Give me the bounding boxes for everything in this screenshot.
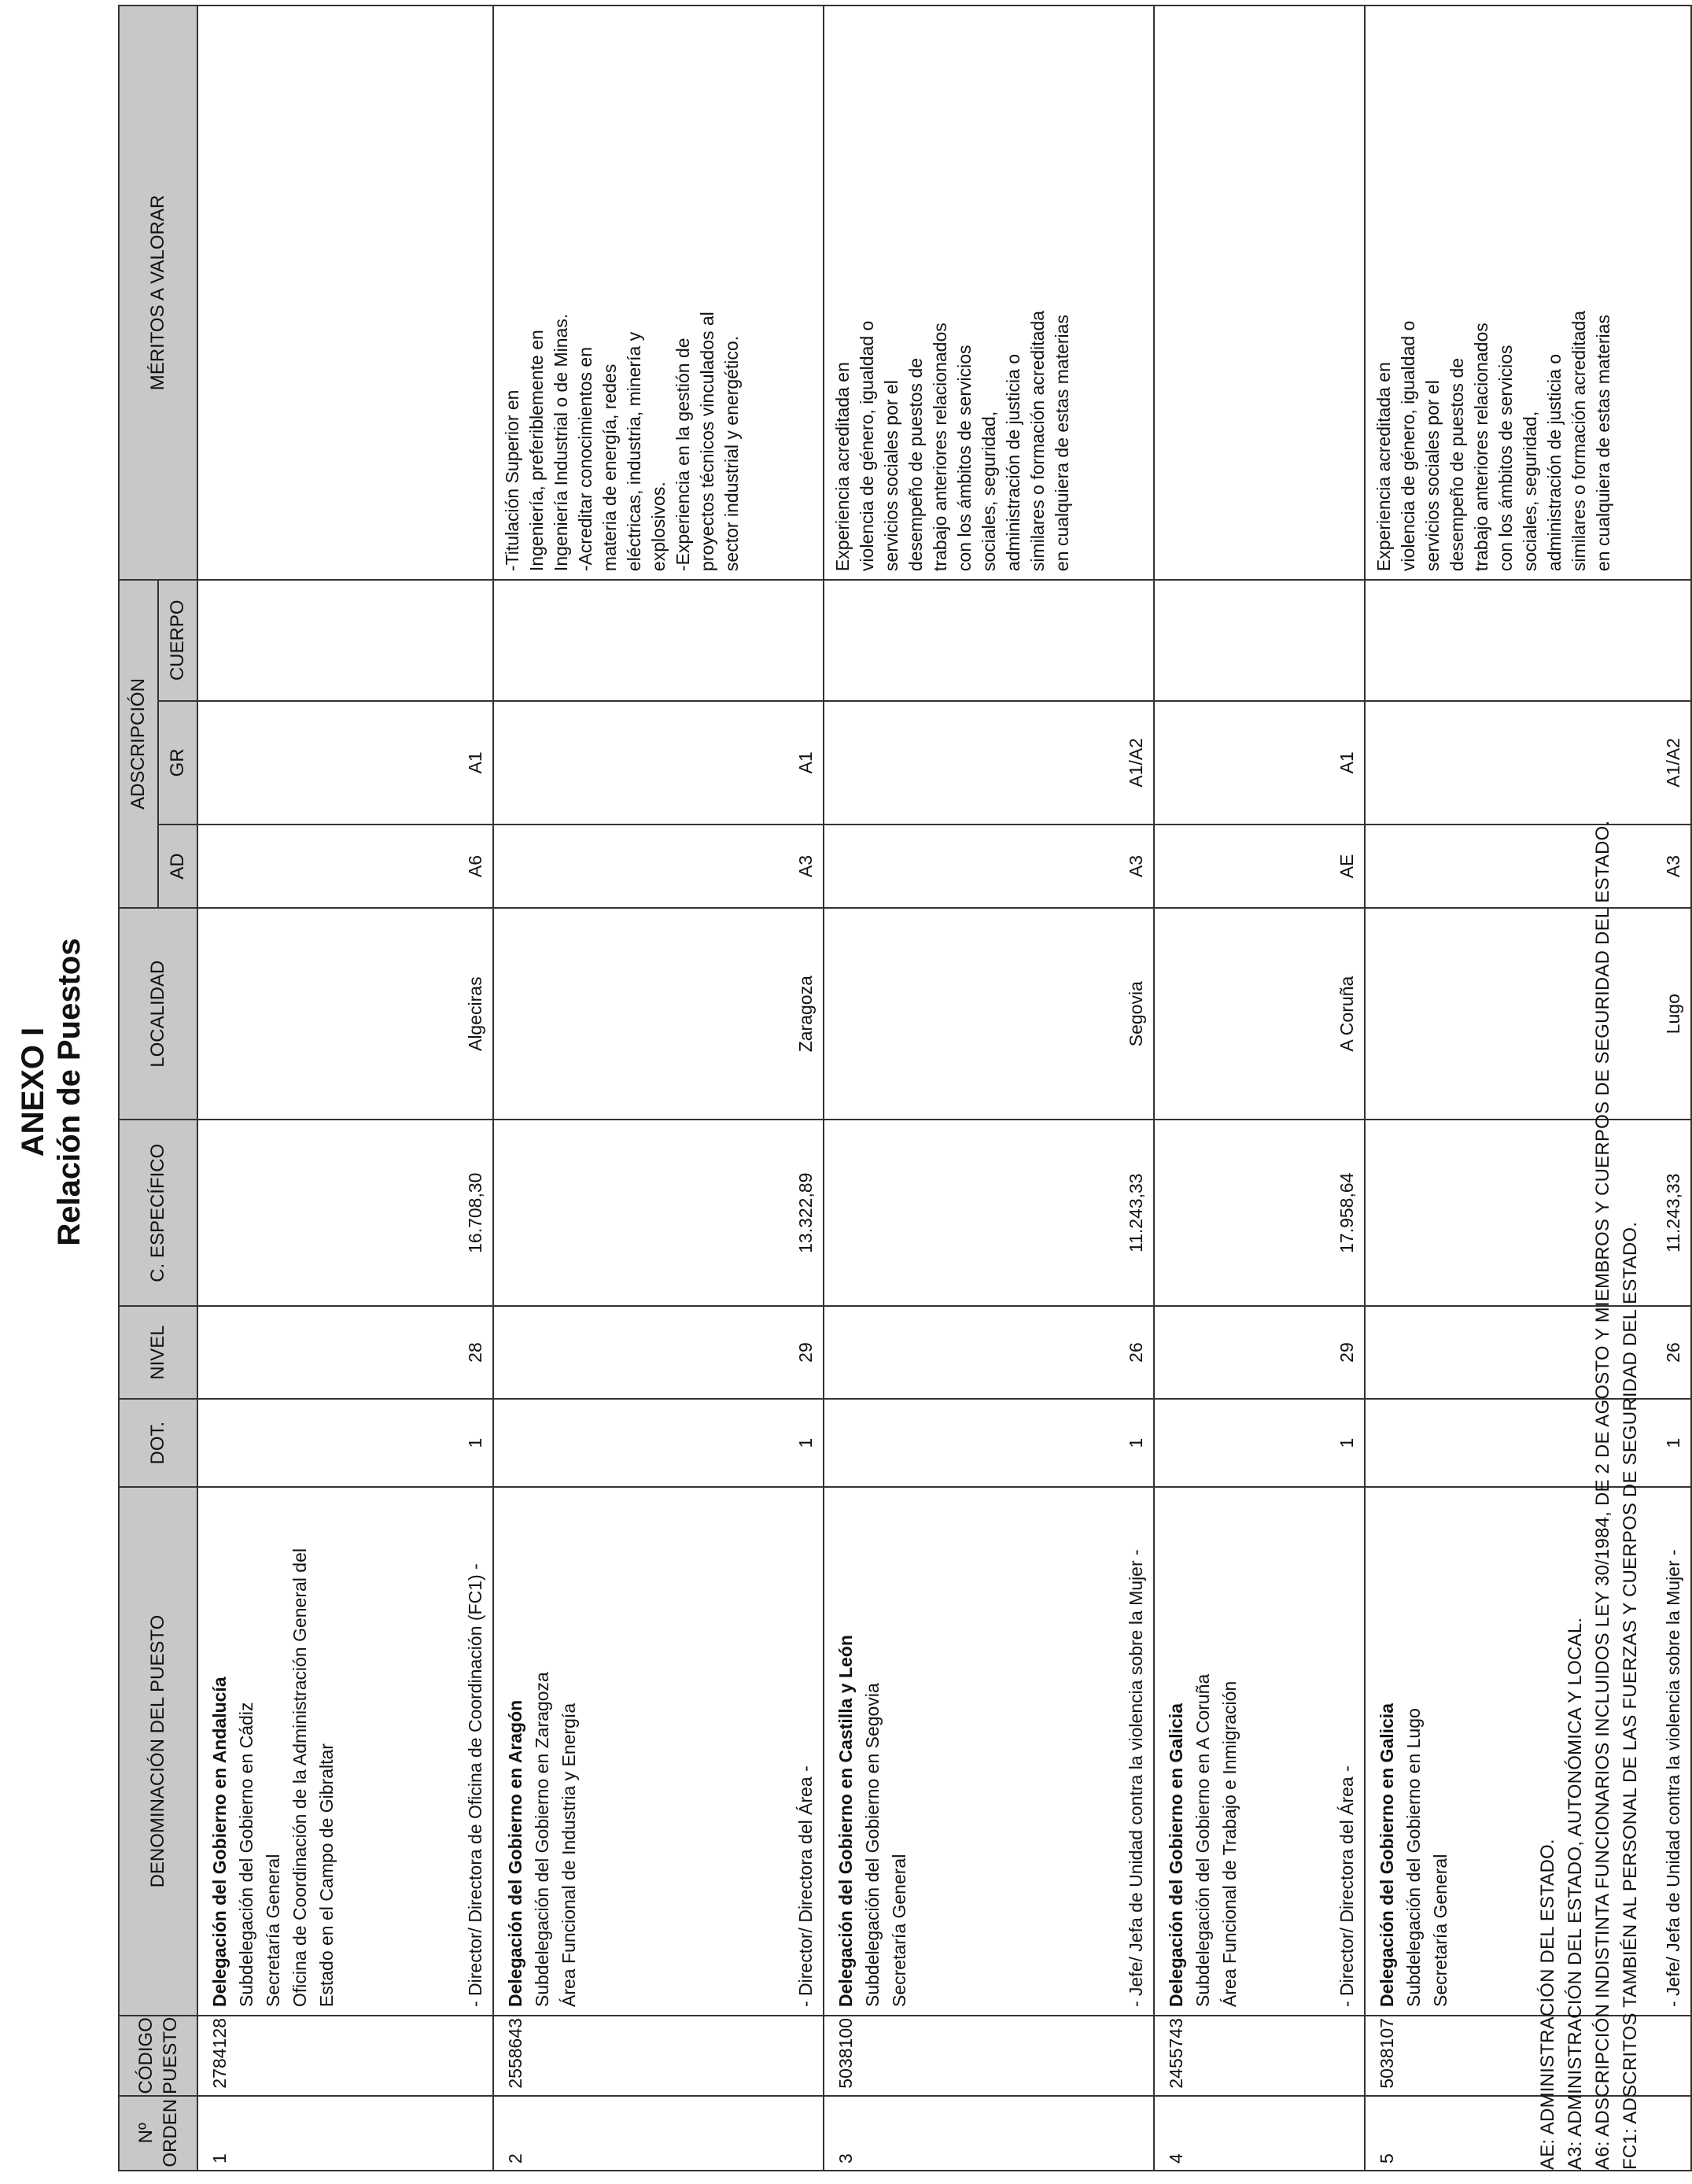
especifico-value: 17.958,64 [1336, 1172, 1357, 1253]
merit-line: sociales, seguridad, [979, 411, 999, 572]
organismo-label: Delegación del Gobierno en Andalucía [209, 1677, 230, 2007]
dot-cell [1154, 1399, 1365, 1487]
table-row [493, 6, 824, 2171]
especifico-cell [824, 1120, 1154, 1306]
orden-cell [1154, 2096, 1365, 2171]
nivel-cell [824, 1306, 1154, 1399]
cuerpo-cell [197, 580, 493, 700]
gr-cell [197, 701, 493, 825]
nivel-cell [493, 1306, 824, 1399]
gr-value: A1/A2 [1126, 738, 1146, 788]
merit-line: trabajo anteriores relacionados [1471, 323, 1491, 572]
merit-line: sector industrial y energético. [721, 335, 742, 572]
ad-cell [197, 825, 493, 908]
merit-line: -Titulación Superior en [502, 389, 522, 572]
especifico-value: 11.243,33 [1126, 1173, 1146, 1253]
puesto-label: - Director/ Directora del Área - [1336, 1765, 1357, 2007]
especifico-value: 13.322,89 [795, 1172, 816, 1253]
merit-line: administración de justicia o [1544, 353, 1565, 572]
merit-line: con los ámbitos de servicios [1495, 345, 1516, 572]
orden-value: 5 [1377, 2153, 1397, 2164]
table-row [1154, 6, 1365, 2171]
dot-value: 1 [1663, 1437, 1683, 1448]
localidad-value: A Coruña [1336, 976, 1357, 1052]
merit-line: en cualquiera de estas materias [1052, 315, 1072, 572]
orden-cell [824, 2096, 1154, 2171]
dot-cell [493, 1399, 824, 1487]
puesto-label: - Director/ Directora del Área - [795, 1765, 816, 2007]
especifico-value: 11.243,33 [1663, 1173, 1683, 1253]
orden-cell [197, 2096, 493, 2171]
footnotes [1534, 14, 1644, 2170]
unit-line: Oficina de Coordinación de la Administración General del [289, 1548, 310, 2007]
unit-line: Área Funcional de Industria y Energía [558, 1703, 579, 2007]
codigo-cell [197, 2016, 493, 2096]
localidad-value: Segovia [1126, 981, 1146, 1047]
orden-value: 2 [505, 2153, 525, 2164]
ad-cell [493, 825, 824, 908]
col-adscripcion: ADSCRIPCIÓN [119, 580, 158, 908]
nivel-value: 28 [465, 1342, 485, 1363]
footnote: FC1: ADSCRITOS TAMBIÉN AL PERSONAL DE LAS FUERZAS Y CUERPOS DE SEGURIDAD DEL ESTADO. [1620, 1221, 1641, 2170]
codigo-value: 2455743 [1166, 2018, 1186, 2089]
merit-line: Ingeniería Industrial o de Minas. [551, 313, 571, 572]
especifico-value: 16.708,30 [465, 1172, 485, 1253]
unit-line: Subdelegación del Gobierno en A Coruña [1193, 1673, 1213, 2007]
localidad-cell [1154, 908, 1365, 1120]
merit-line: materia de energía, redes [599, 363, 620, 572]
merit-line: servicios sociales por el [881, 380, 901, 572]
merit-line: administración de justicia o [1003, 353, 1023, 572]
gr-cell [1154, 701, 1365, 825]
ad-value: A3 [1663, 854, 1683, 878]
gr-value: A1 [465, 751, 485, 774]
nivel-value: 26 [1663, 1342, 1683, 1363]
unit-line: Subdelegación del Gobierno en Cádiz [236, 1702, 256, 2007]
col-denominacion: DENOMINACIÓN DEL PUESTO [119, 1487, 197, 2016]
meritos-cell [1154, 6, 1365, 580]
footnote: A6: ADSCRIPCIÓN INDISTINTA FUNCIONARIOS INCLUIDOS LEY 30/1984, DE 2 DE AGOSTO Y MIEMBROS Y CUERPOS DE SEGURIDAD DEL ESTADO. [1592, 820, 1613, 2170]
codigo-value: 5038107 [1377, 2018, 1397, 2089]
localidad-value: Lugo [1663, 994, 1683, 1035]
ad-value: A3 [795, 854, 816, 878]
merit-line: Experiencia acreditada en [832, 362, 853, 572]
cuerpo-cell [824, 580, 1154, 700]
ad-value: A6 [465, 854, 485, 878]
positions-table [118, 5, 1692, 2171]
ad-cell [824, 825, 1154, 908]
merit-line: violencia de género, igualdad o [1398, 320, 1418, 572]
merit-line: explosivos. [648, 481, 669, 572]
puesto-label: - Director/ Directora de Oficina de Coordinación (FC1) - [465, 1563, 485, 2007]
unit-line: Área Funcional de Trabajo e Inmigración [1219, 1680, 1240, 2007]
meritos-cell [824, 6, 1154, 580]
dot-value: 1 [1336, 1437, 1357, 1448]
localidad-value: Zaragoza [795, 976, 816, 1053]
codigo-value: 2784128 [209, 2018, 230, 2089]
localidad-value: Algeciras [465, 976, 485, 1052]
codigo-value: 5038100 [835, 2018, 856, 2089]
merit-line: -Experiencia en la gestión de [673, 338, 693, 572]
cuerpo-cell [1154, 580, 1365, 700]
col-meritos: MÉRITOS A VALORAR [119, 6, 197, 580]
merit-line: servicios sociales por el [1422, 380, 1443, 572]
unit-line: Subdelegación del Gobierno en Zaragoza [532, 1672, 552, 2007]
merit-line: violencia de género, igualdad o [857, 320, 877, 572]
gr-cell [824, 701, 1154, 825]
gr-value: A1 [795, 751, 816, 774]
unit-line: Subdelegación del Gobierno en Segovia [862, 1683, 883, 2007]
puesto-label: - Jefe/ Jefa de Unidad contra la violencia sobre la Mujer - [1126, 1549, 1146, 2007]
especifico-cell [1154, 1120, 1365, 1306]
merit-line: en cualquiera de estas materias [1593, 315, 1613, 572]
col-localidad: LOCALIDAD [119, 908, 197, 1120]
table-row [824, 6, 1154, 2171]
nivel-value: 26 [1126, 1342, 1146, 1363]
col-especifico: C. ESPECÍFICO [119, 1120, 197, 1306]
footnote: AE: ADMINISTRACIÓN DEL ESTADO. [1537, 1839, 1558, 2170]
denominacion-cell [824, 1487, 1154, 2016]
col-dot: DOT. [119, 1399, 197, 1487]
organismo-label: Delegación del Gobierno en Galicia [1377, 1703, 1397, 2007]
ad-value: AE [1336, 854, 1357, 879]
localidad-cell [824, 908, 1154, 1120]
unit-line: Estado en el Campo de Gibraltar [316, 1743, 337, 2007]
merit-line: desempeño de puestos de [905, 357, 926, 572]
nivel-cell [1154, 1306, 1365, 1399]
merit-line: proyectos técnicos vinculados al [697, 312, 717, 572]
unit-line: Secretaría General [263, 1854, 283, 2007]
denominacion-cell [197, 1487, 493, 2016]
merit-line: eléctricas, industria, minería y [624, 331, 644, 572]
localidad-cell [493, 908, 824, 1120]
nivel-value: 29 [1336, 1342, 1357, 1363]
dot-cell [824, 1399, 1154, 1487]
orden-cell [493, 2096, 824, 2171]
col-cuerpo: CUERPO [158, 580, 197, 700]
unit-line: Subdelegación del Gobierno en Lugo [1403, 1708, 1424, 2007]
puesto-label: - Jefe/ Jefa de Unidad contra la violencia sobre la Mujer - [1663, 1549, 1683, 2007]
codigo-cell [493, 2016, 824, 2096]
meritos-cell [197, 6, 493, 580]
gr-value: A1/A2 [1663, 738, 1683, 788]
merit-line: sociales, seguridad, [1520, 411, 1540, 572]
col-orden: Nº ORDEN [119, 2096, 197, 2171]
merit-line: trabajo anteriores relacionados [930, 323, 950, 572]
dot-value: 1 [1126, 1437, 1146, 1448]
codigo-value: 2558643 [505, 2018, 525, 2089]
annex-title: ANEXO I [16, 1027, 50, 1157]
table-row [197, 6, 493, 2171]
merit-line: -Acreditar conocimientos en [575, 346, 595, 572]
unit-line: Secretaría General [889, 1854, 909, 2007]
nivel-cell [197, 1306, 493, 1399]
footnote: A3: ADMINISTRACIÓN DEL ESTADO, AUTONÓMICA Y LOCAL. [1565, 1617, 1586, 2170]
merit-line: similares o formación acreditada [1569, 310, 1589, 572]
merit-line: Experiencia acreditada en [1373, 362, 1394, 572]
orden-value: 3 [835, 2153, 856, 2164]
gr-value: A1 [1336, 751, 1357, 774]
denominacion-cell [493, 1487, 824, 2016]
unit-line: Secretaría General [1430, 1854, 1451, 2007]
annex-subtitle: Relación de Puestos [52, 938, 87, 1246]
merit-line: con los ámbitos de servicios [954, 345, 975, 572]
especifico-cell [197, 1120, 493, 1306]
dot-cell [197, 1399, 493, 1487]
codigo-cell [824, 2016, 1154, 2096]
merit-line: Ingeniería, preferiblemente en [526, 330, 547, 572]
orden-value: 4 [1166, 2153, 1186, 2164]
cuerpo-cell [493, 580, 824, 700]
organismo-label: Delegación del Gobierno en Galicia [1166, 1703, 1186, 2007]
col-ad: AD [158, 825, 197, 908]
organismo-label: Delegación del Gobierno en Aragón [505, 1699, 525, 2007]
ad-cell [1154, 825, 1365, 908]
table-body [197, 6, 1691, 2171]
dot-value: 1 [465, 1437, 485, 1448]
gr-cell [493, 701, 824, 825]
nivel-value: 29 [795, 1342, 816, 1363]
meritos-cell [493, 6, 824, 580]
col-codigo: CÓDIGO PUESTO [119, 2016, 197, 2096]
ad-value: A3 [1126, 854, 1146, 878]
orden-value: 1 [209, 2153, 230, 2164]
col-nivel: NIVEL [119, 1306, 197, 1399]
localidad-cell [197, 908, 493, 1120]
especifico-cell [493, 1120, 824, 1306]
organismo-label: Delegación del Gobierno en Castilla y León [835, 1635, 856, 2007]
merit-line: desempeño de puestos de [1447, 357, 1467, 572]
denominacion-cell [1154, 1487, 1365, 2016]
col-gr: GR [158, 701, 197, 825]
codigo-cell [1154, 2016, 1365, 2096]
dot-value: 1 [795, 1437, 816, 1448]
merit-line: similares o formación acreditada [1027, 310, 1048, 572]
